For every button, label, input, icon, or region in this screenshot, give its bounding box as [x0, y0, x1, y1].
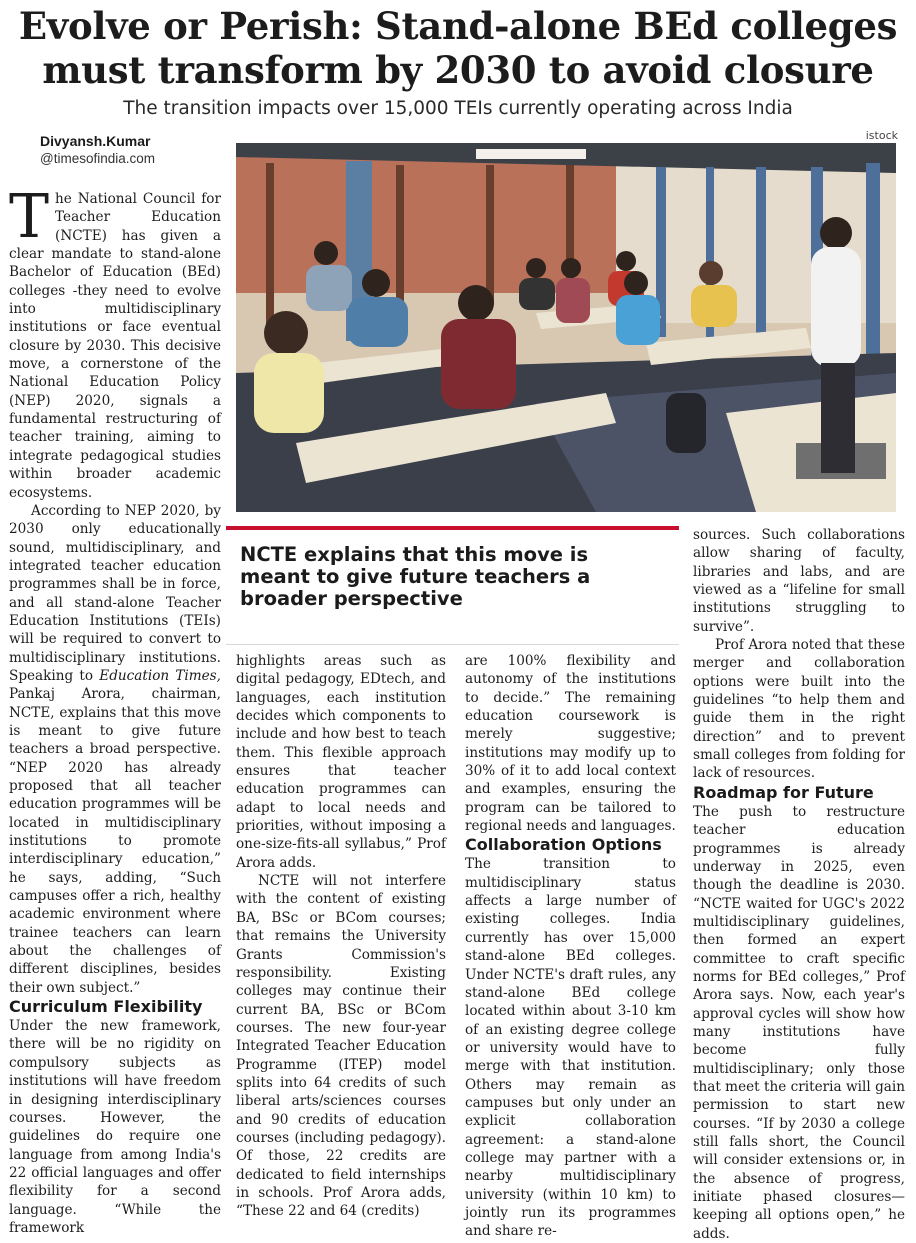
pull-quote-text: NCTE explains that this move is meant to give future teachers a broader perspective: [240, 543, 591, 610]
paragraph-text: he National Council for Teacher Education (NCTE) has given a clear mandate to stand-alone Bachelor of Education (BEd) colleges -they need to evolve into multidisciplinary institutions or face eventual closure by 2030. This decisive move, a cornerstone of the National Education Policy (NEP) 2020, signals a fundamental restructuring of teacher training, aiming to integrate pedagogical studies within broader academic ecosystems.: [9, 191, 221, 501]
byline-name: Divyansh.Kumar: [40, 133, 151, 149]
paragraph-text: Pankaj Arora, chairman, NCTE, explains that this move is meant to give future teachers a broad perspective. “NEP 2020 has already proposed that all teacher education programmes will be located in multidisciplinary institutions to promote interdisciplinary education,” he says, adding, “Such campuses offer a rich, healthy academic environment where trainee teachers can learn about the challenges of different disciplines, besides their own subject.”: [9, 686, 221, 996]
paragraph: are 100% flexibility and autonomy of the institutions to decide.” The remaining education coursework is merely suggestive; institutions may modify up to 30% of it to add local context and examples, ensuring the program can be tailored to regional needs and languages.: [465, 653, 676, 835]
paragraph: NCTE will not interfere with the content of existing BA, BSc or BCom courses; that remains the University Grants Commission's responsibility. Existing colleges may continue their current BA, BSc or BCom courses. The new four-year Integrated Teacher Education Programme (ITEP) model splits into 64 credits of such liberal arts/sciences courses and 90 credits of education courses (including pedagogy). Of those, 22 credits are dedicated to field internships in schools. Prof Arora adds, “These 22 and 64 (credits): [236, 873, 446, 1220]
column-3: [465, 652, 676, 1241]
paragraph: The push to restructure teacher education programmes is already underway in 2025, even though the deadline is 2030. “NCTE waited for UGC's 2022 multidisciplinary guidelines, then formed an expert committee to craft specific norms for BEd colleges,” Prof Arora says. Now, each year's approval cycles will show how many institutions have become fully multidisciplinary; only those that meet the criteria will gain permission to start new courses. “If by 2030 a college still falls short, the Council will consider extensions or, in the absence of progress, initiate phased closures—keeping all options open,” he adds.: [693, 803, 905, 1242]
classroom-photo-illustration: [236, 143, 896, 512]
paragraph: highlights areas such as digital pedagogy, EDtech, and languages, each institution decides which components to include and how best to teach them. This flexible approach ensures that teacher education programmes can adapt to local needs and priorities, without imposing a one-size-fits-all syllabus,” Prof Arora adds.: [236, 653, 446, 871]
section-heading-roadmap-for-future: Roadmap for Future: [693, 782, 874, 802]
column-1: [9, 182, 221, 1237]
paragraph: sources. Such collaborations allow sharing of faculty, libraries and labs, and are viewed as a “lifeline for small institutions struggling to survive”.: [693, 527, 905, 635]
byline: [40, 133, 155, 166]
headline: [0, 4, 916, 92]
paragraph: Under the new framework, there will be no rigidity on compulsory subjects as institutions will have freedom in designing interdisciplinary courses. However, the guidelines do require one language from among India's 22 official languages and offer flexibility for a second language. “While the framework: [9, 1018, 221, 1236]
headline-line-2: must transform by 2030 to avoid closure: [42, 48, 874, 92]
section-heading-collaboration-options: Collaboration Options: [465, 835, 662, 855]
paragraph: The transition to multidisciplinary status affects a large number of existing colleges. India currently has over 15,000 stand-alone BEd colleges. Under NCTE's draft rules, any stand-alone BEd college located within about 3-10 km of an existing degree college or university would have to merge with that institution. Others may remain as campuses but only under an explicit collaboration agreement: a stand-alone college may partner with a nearby multidisciplinary university (within 10 km) to jointly run its programmes and share re-: [465, 856, 676, 1240]
headline-line-1: Evolve or Perish: Stand-alone BEd colleges: [18, 4, 898, 48]
drop-cap: T: [9, 182, 50, 252]
column-2: [236, 652, 446, 1221]
subheadline: The transition impacts over 15,000 TEIs currently operating across India: [123, 98, 793, 119]
article-photo: [236, 143, 896, 512]
pull-quote-divider: [226, 644, 679, 645]
paragraph: [9, 502, 221, 997]
pull-quote: [226, 526, 679, 644]
publication-name: Education Times,: [99, 667, 221, 684]
paragraph: [9, 182, 221, 502]
byline-handle: @timesofindia.com: [40, 151, 155, 166]
paragraph: Prof Arora noted that these merger and collaboration options were built into the guidelines “to help them and guide them in the right direction” and to prevent small colleges from folding for lack of resources.: [693, 637, 905, 782]
column-4: [693, 526, 905, 1243]
section-heading-curriculum-flexibility: Curriculum Flexibility: [9, 997, 203, 1017]
photo-credit: istock: [865, 129, 898, 142]
paragraph-text: According to NEP 2020, by 2030 only educationally sound, multidisciplinary, and integrated teacher education programmes shall be in force, and all stand-alone Teacher Education Institutions (TEIs) will be required to convert to multidisciplinary institutions. Speaking to: [9, 502, 221, 684]
